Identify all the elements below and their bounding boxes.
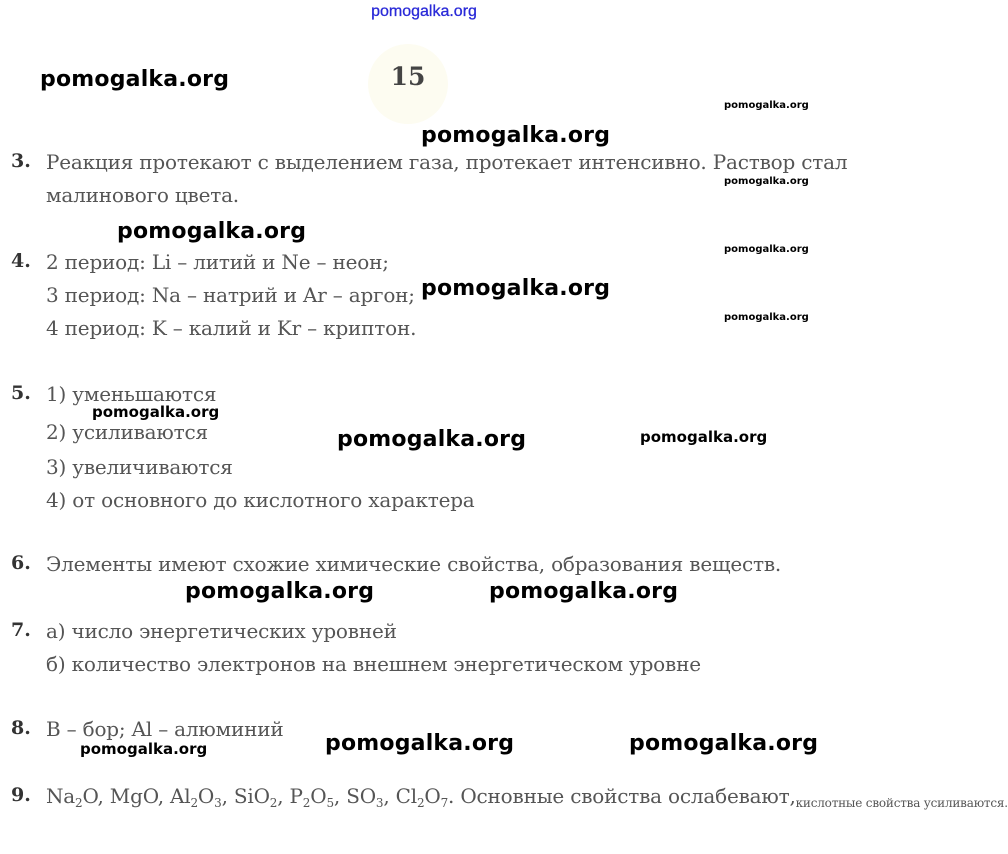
- answer-number: 6.: [11, 552, 31, 574]
- page-number: 15: [390, 62, 426, 91]
- watermark: pomogalka.org: [117, 219, 307, 244]
- answer-number: 8.: [11, 717, 31, 739]
- answer-line: б) количество электронов на внешнем энергетическом уровне: [46, 652, 701, 676]
- answer-line: Реакция протекают с выделением газа, протекает интенсивно. Раствор стал: [46, 150, 848, 174]
- answer-line: малинового цвета.: [46, 183, 239, 207]
- answer-line-formulas: $Na_2O$, MgO, $Al_2O_3$, SiO$_2$, $P_2O_5$, $SO_3$, $Cl_2O_7$. Основные свойства $ослабевают,_{кислотные свойства усиливаются.}$: [46, 784, 1008, 810]
- answer-line: 2) усиливаются: [46, 420, 208, 444]
- watermark: pomogalka.org: [489, 579, 679, 604]
- watermark: pomogalka.org: [640, 428, 768, 446]
- answer-number: 3.: [11, 150, 31, 172]
- watermark: pomogalka.org: [421, 276, 611, 301]
- watermark: pomogalka.org: [185, 579, 375, 604]
- watermark: pomogalka.org: [92, 403, 220, 421]
- watermark: pomogalka.org: [40, 67, 230, 92]
- watermark: pomogalka.org: [724, 312, 809, 323]
- watermark: pomogalka.org: [724, 244, 809, 255]
- answer-line: 3 период: Na – натрий и Ar – аргон;: [46, 283, 415, 307]
- watermark: pomogalka.org: [724, 100, 809, 111]
- answer-line: B – бор; Al – алюминий: [46, 717, 284, 741]
- answer-number: 7.: [11, 619, 31, 641]
- watermark: pomogalka.org: [80, 740, 208, 758]
- answer-number: 9.: [11, 784, 31, 806]
- watermark: pomogalka.org: [629, 731, 819, 756]
- answer-number: 5.: [11, 382, 31, 404]
- answer-line: 4 период: K – калий и Kr – криптон.: [46, 316, 417, 340]
- watermark: pomogalka.org: [337, 427, 527, 452]
- answer-line: а) число энергетических уровней: [46, 619, 397, 643]
- answer-line: 4) от основного до кислотного характера: [46, 488, 475, 512]
- watermark: pomogalka.org: [724, 176, 809, 187]
- watermark: pomogalka.org: [325, 731, 515, 756]
- watermark: pomogalka.org: [421, 123, 611, 148]
- answer-line: 3) увеличиваются: [46, 455, 233, 479]
- answer-line: 1) уменьшаются: [46, 382, 217, 406]
- answer-line: 2 период: Li – литий и Ne – неон;: [46, 250, 389, 274]
- answer-number: 4.: [11, 250, 31, 272]
- site-link[interactable]: pomogalka.org: [371, 3, 477, 20]
- answer-line: Элементы имеют схожие химические свойства, образования веществ.: [46, 552, 782, 576]
